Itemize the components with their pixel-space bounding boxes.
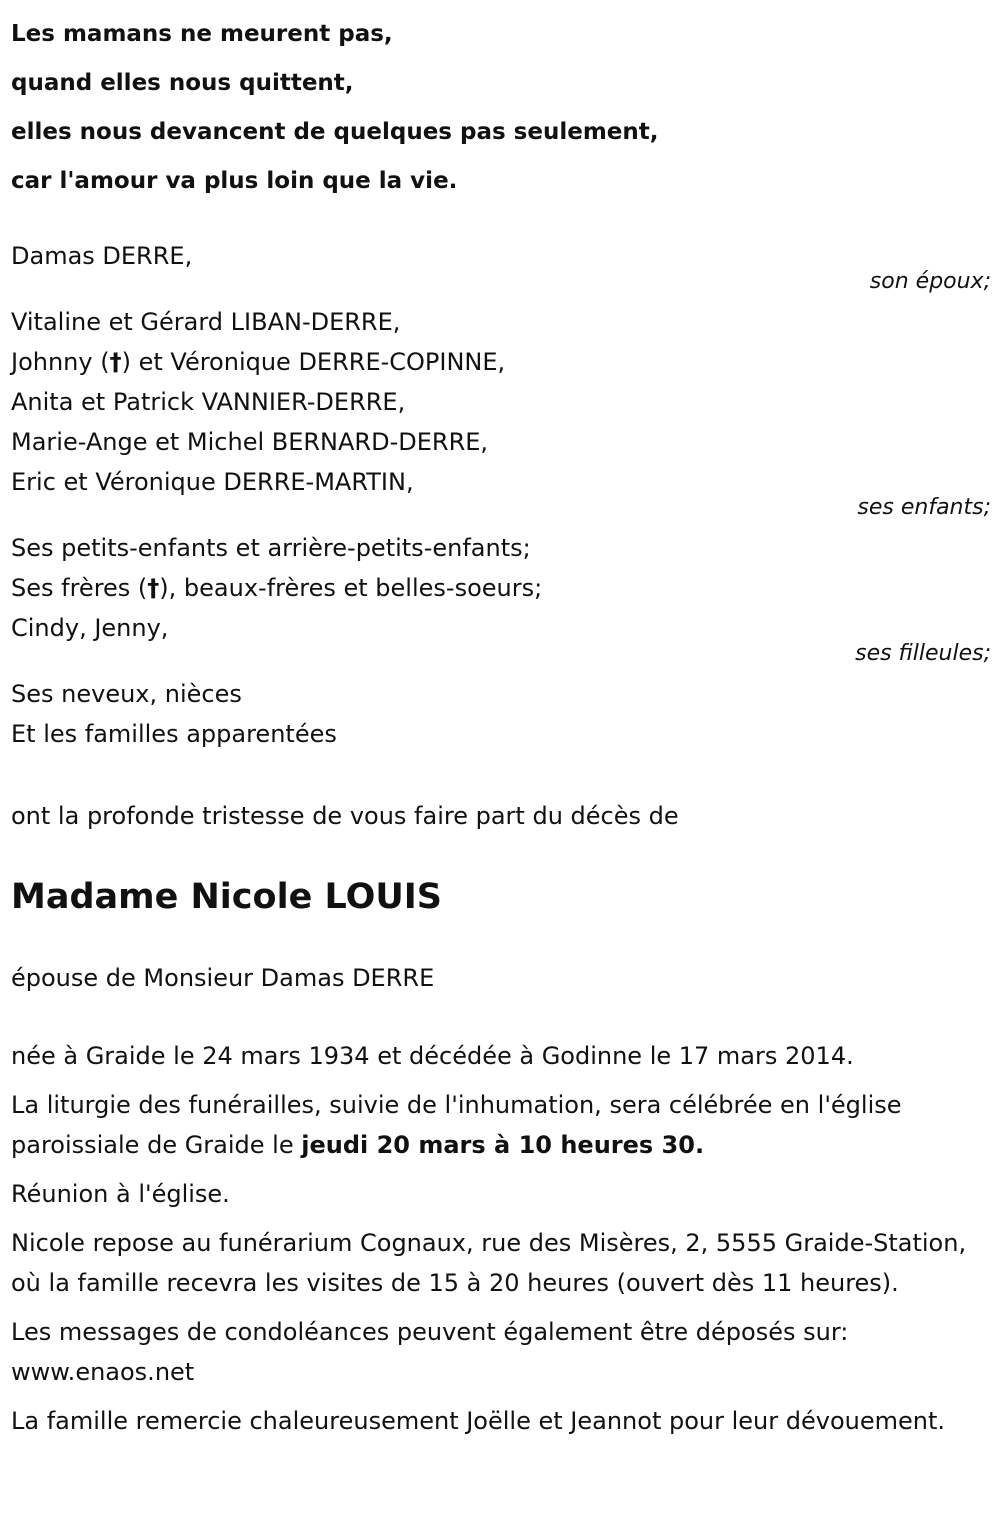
goddaughters-line: Cindy, Jenny,: [11, 614, 169, 642]
poem-line: quand elles nous quittent,: [11, 70, 354, 96]
child-line: Johnny (†) et Véronique DERRE-COPINNE,: [11, 348, 506, 376]
spouse-role: son époux;: [869, 269, 991, 294]
poem-line: car l'amour va plus loin que la vie.: [11, 168, 458, 194]
liturgy-date: jeudi 20 mars à 10 heures 30.: [301, 1131, 705, 1159]
child-line: Anita et Patrick VANNIER-DERRE,: [11, 388, 406, 416]
relatives-line: Et les familles apparentées: [11, 720, 337, 748]
children-role: ses enfants;: [857, 495, 991, 520]
grandchildren-line: Ses petits-enfants et arrière-petits-enfants;: [11, 534, 531, 562]
liturgy: La liturgie des funérailles, suivie de l'inhumation, sera célébrée en l'église paroissiale de Graide le jeudi 20 mars à 10 heures 30.: [11, 1091, 902, 1159]
obituary-notice: [11, 0, 991, 1450]
funerarium: Nicole repose au funérarium Cognaux, rue des Misères, 2, 5555 Graide-Station, où la famille recevra les visites de 15 à 20 heures (ouvert dès 11 heures).: [11, 1229, 967, 1297]
family-list: [11, 236, 991, 754]
poem-line: Les mamans ne meurent pas,: [11, 21, 393, 47]
poem-line: elles nous devancent de quelques pas seulement,: [11, 119, 659, 145]
cross-icon: †: [147, 574, 160, 602]
funeral-details: [11, 1036, 991, 1441]
deceased-name: Madame Nicole LOUIS: [11, 877, 442, 917]
thanks: La famille remercie chaleureusement Joëlle et Jeannot pour leur dévouement.: [11, 1407, 946, 1435]
poem: [11, 10, 991, 206]
goddaughters-role: ses filleules;: [855, 641, 991, 666]
child-line: Eric et Véronique DERRE-MARTIN,: [11, 468, 414, 496]
siblings-line: Ses frères (†), beaux-frères et belles-soeurs;: [11, 574, 543, 602]
cross-icon: †: [109, 348, 122, 376]
birth-death: née à Graide le 24 mars 1934 et décédée à Godinne le 17 mars 2014.: [11, 1042, 854, 1070]
nephews-line: Ses neveux, nièces: [11, 680, 242, 708]
meeting: Réunion à l'église.: [11, 1180, 230, 1208]
child-line: Vitaline et Gérard LIBAN-DERRE,: [11, 308, 401, 336]
condolences: Les messages de condoléances peuvent également être déposés sur: www.enaos.net: [11, 1318, 849, 1386]
announcement: ont la profonde tristesse de vous faire part du décès de: [11, 802, 679, 830]
spouse-name: Damas DERRE,: [11, 242, 193, 270]
child-line: Marie-Ange et Michel BERNARD-DERRE,: [11, 428, 489, 456]
spouse-of: épouse de Monsieur Damas DERRE: [11, 964, 435, 992]
